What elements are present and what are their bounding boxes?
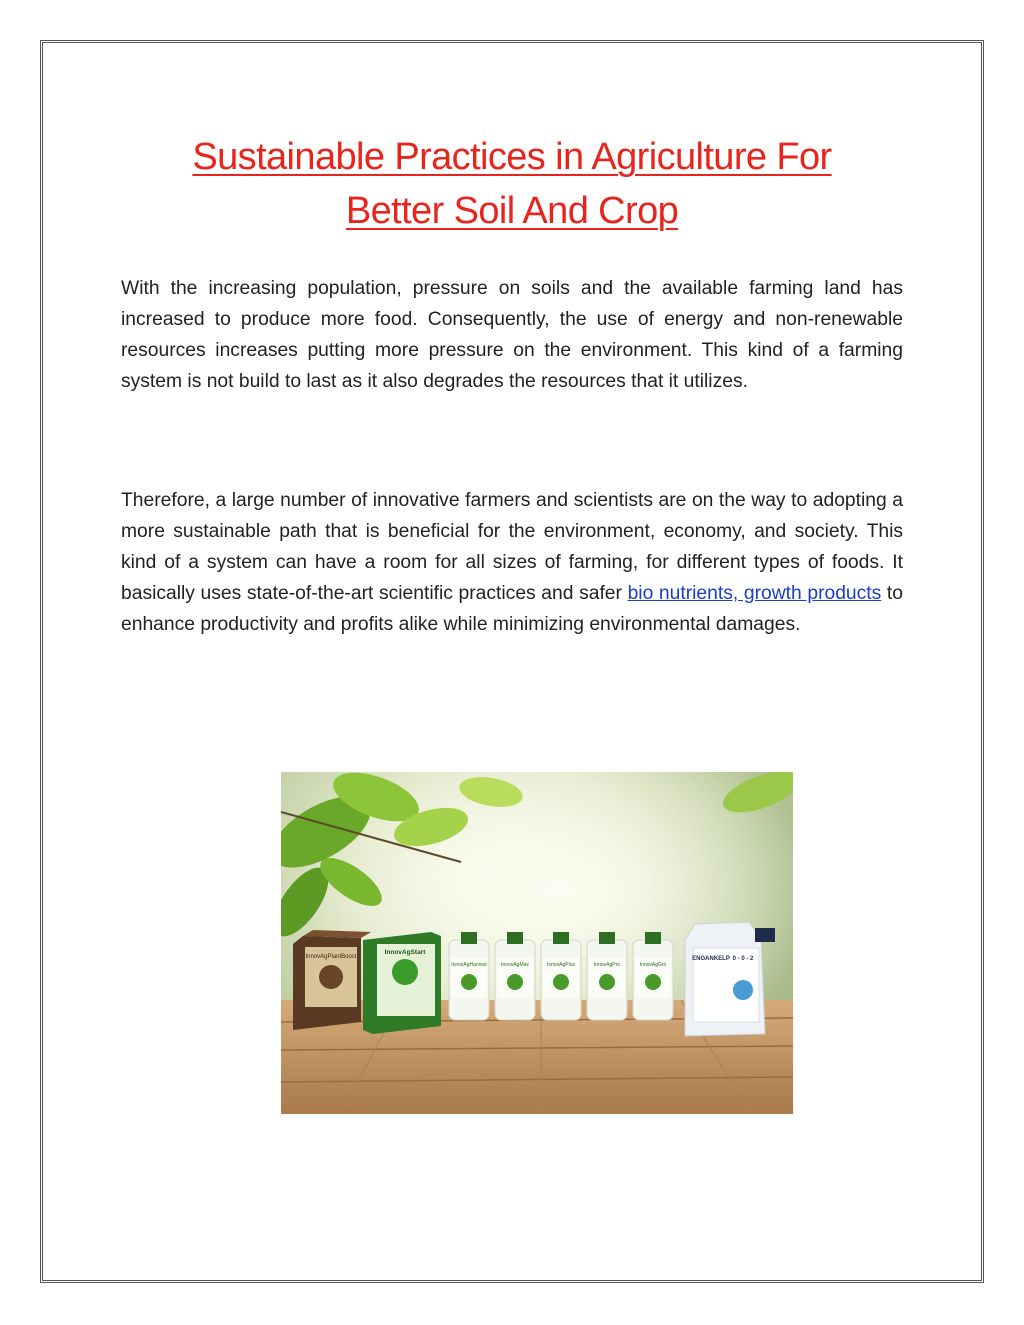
product-box-plantboost xyxy=(293,930,371,1030)
page-title xyxy=(100,130,924,238)
bottle3-label: InnovAgPlus xyxy=(546,962,576,968)
bottle-harvest xyxy=(449,932,489,1020)
product-photo-illustration xyxy=(281,772,793,1114)
product-jug-engankelp xyxy=(685,922,775,1036)
bio-nutrients-link[interactable]: bio nutrients, growth products xyxy=(627,583,882,604)
box2-label: InnovAgStart xyxy=(384,949,426,956)
product-box-start xyxy=(363,932,441,1034)
title-line-2: Better Soil And Crop xyxy=(345,190,679,232)
paragraph-intro: With the increasing population, pressure on soils and the available farming land has increased to produce more food. Consequently, the use of energy and non-renewable resources increases putting more pressure on the environment. This kind of a farming system is not build to last as it also degrades the resources that it utilizes. xyxy=(121,278,903,392)
paragraph-text-after-link: to enhance productivity and profits alike while minimizing environmental damages. xyxy=(121,583,903,635)
bottle1-label: InnovAgHarvest xyxy=(451,962,487,968)
bottle-pro xyxy=(587,932,627,1020)
title-line-1: Sustainable Practices in Agriculture For xyxy=(192,136,832,178)
box1-label: InnovAgPlantBoost xyxy=(305,954,357,960)
jug-npk: 0 - 0 - 2 xyxy=(732,956,754,962)
bottle5-label: InnovAgGro xyxy=(639,962,667,968)
paragraph-text-before-link: Therefore, a large number of innovative farmers and scientists are on the way to adopting a more sustainable path that is beneficial for the environment, economy, and society. This kind of a system can have a room for all sizes of farming, for different types of foods. It basically uses state-of-the-art scientific practices and safer xyxy=(121,490,903,604)
jug-label: ENGANKELP xyxy=(692,956,730,962)
product-photo xyxy=(281,772,793,1114)
bottle2-label: InnovAgMax xyxy=(501,962,529,968)
bottle-max xyxy=(495,932,535,1020)
paragraph-sustainable xyxy=(121,485,903,640)
bottle-gro xyxy=(633,932,673,1020)
bottle-plus xyxy=(541,932,581,1020)
bottle4-label: InnovAgPro xyxy=(593,962,621,968)
